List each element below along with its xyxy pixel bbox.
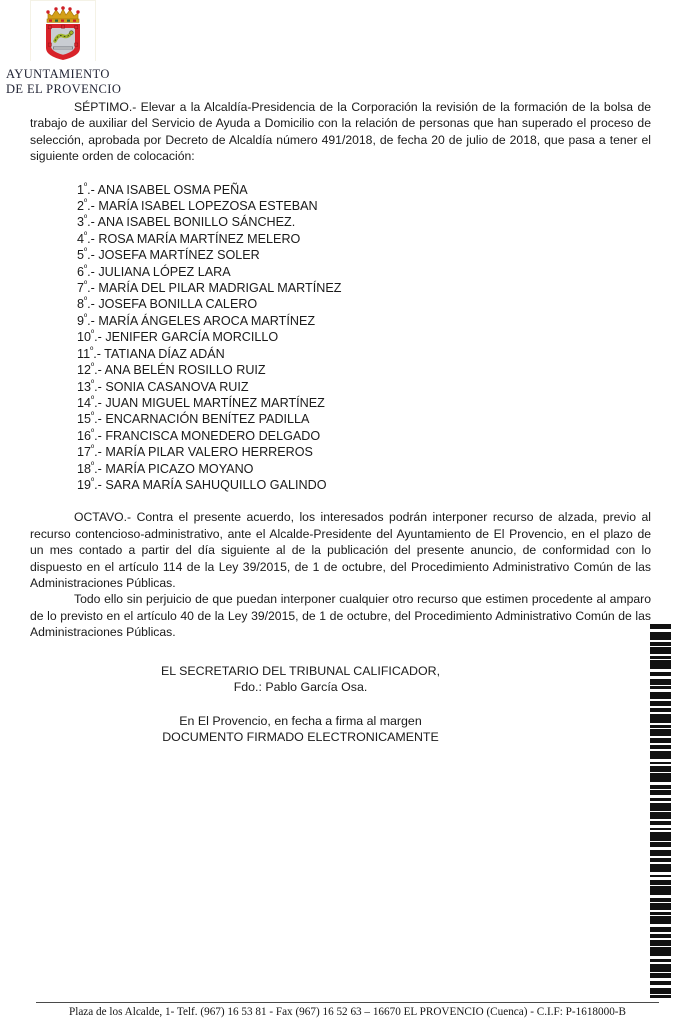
- barcode-bar: [650, 751, 671, 759]
- paragraph-todo-ello: Todo ello sin perjuicio de que puedan interponer cualquier otro recurso que estimen procedente al amparo de lo previsto en el artículo 40 de la Ley 39/2015, de 1 de octubre, del Procedimiento Administrativo Común de las Administraciones Públicas.: [30, 592, 651, 640]
- barcode-bar: [650, 692, 671, 700]
- barcode-bar: [650, 916, 671, 924]
- ranking-item-name: JUAN MIGUEL MARTÍNEZ MARTÍNEZ: [105, 395, 325, 410]
- ranking-item-ordinal: $8^º.-$: [77, 295, 99, 312]
- ranking-item-name: JULIANA LÓPEZ LARA: [98, 264, 231, 279]
- barcode-bar: [650, 964, 671, 972]
- ranking-item-name: MARÍA DEL PILAR MADRIGAL MARTÍNEZ: [98, 281, 342, 296]
- ranking-item: [30, 362, 651, 378]
- ranking-item-ordinal: $3^º.-$: [77, 213, 98, 230]
- signature-electronic-notice: DOCUMENTO FIRMADO ELECTRONICAMENTE: [162, 730, 439, 745]
- ranking-item-ordinal: $5^º.-$: [77, 246, 99, 263]
- signature-place-date: En El Provencio, en fecha a firma al margen: [179, 713, 422, 728]
- page-footer: [36, 1002, 659, 1018]
- signature-spacer: [30, 696, 571, 713]
- ranking-item-name: MARÍA ÁNGELES AROCA MARTÍNEZ: [98, 313, 316, 328]
- ranking-item: [30, 461, 651, 477]
- vertical-barcode-icon: [650, 624, 671, 1000]
- signature-signer: Fdo.: Pablo García Osa.: [233, 680, 368, 695]
- org-name-line-1: AYUNTAMIENTO: [6, 67, 110, 81]
- organization-name: [6, 67, 180, 97]
- ranking-item-name: ENCARNACIÓN BENÍTEZ PADILLA: [105, 412, 310, 427]
- coat-of-arms-shield-icon: [39, 3, 87, 61]
- org-name-line-2: DE EL PROVENCIO: [6, 82, 122, 96]
- ranking-item: [30, 444, 651, 460]
- ranking-item-name: ANA ISABEL OSMA PEÑA: [97, 182, 248, 197]
- document-body: [30, 99, 651, 746]
- ranking-item: [30, 214, 651, 230]
- ranking-item-ordinal: $6^º.-$: [77, 262, 99, 279]
- ranking-item-ordinal: $10^º.-$: [77, 328, 106, 345]
- ranking-item: [30, 198, 651, 214]
- crest-frame: [30, 0, 96, 61]
- ranking-item-ordinal: $17^º.-$: [77, 442, 106, 460]
- ranking-item-name: JOSEFA BONILLA CALERO: [98, 297, 258, 312]
- footer-contact-text: Plaza de los Alcalde, 1- Telf. (967) 16 53 81 - Fax (967) 16 52 63 – 16670 EL PROVENCIO (Cuenca) - C.I.F: P-1618000-B: [69, 1006, 626, 1018]
- ranking-item-ordinal: $7^º.-$: [77, 278, 99, 296]
- ranking-item-name: ROSA MARÍA MARTÍNEZ MELERO: [98, 231, 301, 246]
- ranking-item-name: FRANCISCA MONEDERO DELGADO: [105, 428, 321, 443]
- ranking-item: [30, 329, 651, 345]
- paragraph-octavo: OCTAVO.- Contra el presente acuerdo, los interesados podrán interponer recurso de alzada, previo al recurso contencioso-administrativo, ante el Alcalde-Presidente del Ayuntamiento de El Provencio, en el plazo de un mes contado a partir del día siguiente al de la publicación del presente anuncio, de conformidad con lo dispuesto en el artículo 114 de la Ley 39/2015, de 1 de octubre, del Procedimiento Administrativo Común de las Administraciones Públicas.: [30, 510, 651, 590]
- ranking-item: [30, 280, 651, 296]
- ranking-item-ordinal: $1^º.-$: [77, 180, 98, 197]
- ranking-item-ordinal: $11^º.-$: [77, 344, 105, 361]
- barcode-bar: [650, 803, 671, 811]
- ranking-item-name: JOSEFA MARTÍNEZ SOLER: [98, 248, 260, 263]
- ranking-item: [30, 477, 651, 493]
- ranking-item-ordinal: $13^º.-$: [77, 377, 106, 394]
- barcode-bar: [650, 773, 671, 782]
- barcode-bar: [650, 886, 671, 895]
- barcode-space: [650, 998, 671, 999]
- ranking-item: [30, 264, 651, 280]
- ranking-item: [30, 296, 651, 312]
- letterhead: [0, 0, 180, 97]
- ranking-item-ordinal: $2^º.-$: [77, 196, 99, 214]
- ranking-item: [30, 182, 651, 198]
- ranking-item-name: SARA MARÍA SAHUQUILLO GALINDO: [105, 477, 327, 492]
- ranking-item-ordinal: $14^º.-$: [77, 393, 106, 410]
- barcode-bar: [650, 632, 671, 640]
- ranking-list: [30, 182, 651, 494]
- ranking-item: [30, 395, 651, 411]
- ranking-item-ordinal: $12^º.-$: [77, 360, 105, 378]
- ranking-item-name: ANA ISABEL BONILLO SÁNCHEZ.: [97, 215, 296, 230]
- ranking-item: [30, 231, 651, 247]
- ranking-item-name: TATIANA DÍAZ ADÁN: [104, 346, 225, 361]
- barcode-bar: [650, 832, 671, 841]
- signature-role: EL SECRETARIO DEL TRIBUNAL CALIFICADOR,: [160, 663, 441, 678]
- ranking-item-ordinal: $9^º.-$: [77, 311, 99, 328]
- ranking-item: [30, 411, 651, 427]
- ranking-item: [30, 379, 651, 395]
- ranking-item-name: SONIA CASANOVA RUIZ: [105, 379, 249, 394]
- ranking-item: [30, 346, 651, 362]
- ranking-item-ordinal: $18^º.-$: [77, 459, 106, 476]
- ranking-item-ordinal: $16^º.-$: [77, 426, 106, 443]
- barcode-bar: [650, 714, 671, 723]
- signature-block: [30, 663, 651, 746]
- barcode-bar: [650, 864, 671, 872]
- barcode-bar: [650, 660, 671, 669]
- ranking-item: [30, 247, 651, 263]
- ranking-item: [30, 313, 651, 329]
- paragraph-septimo: SÉPTIMO.- Elevar a la Alcaldía-Presidencia de la Corporación la revisión de la formación de la bolsa de trabajo de auxiliar del Servicio de Ayuda a Domicilio con la relación de personas que han superado el proceso de selección, aprobada por Decreto de Alcaldía número 491/2018, de fecha 20 de julio de 2018, que pasa a tener el siguiente orden de colocación:: [30, 100, 651, 164]
- ranking-item-name: MARÍA ISABEL LOPEZOSA ESTEBAN: [98, 199, 318, 214]
- ranking-item-name: ANA BELÉN ROSILLO RUIZ: [104, 363, 266, 378]
- barcode-bar: [650, 947, 671, 956]
- ranking-item-ordinal: $19^º.-$: [77, 475, 106, 492]
- ranking-item-ordinal: $15^º.-$: [77, 410, 106, 427]
- ranking-item-ordinal: $4^º.-$: [77, 229, 99, 246]
- ranking-item: [30, 428, 651, 444]
- ranking-item-name: MARÍA PILAR VALERO HERREROS: [105, 445, 313, 460]
- footer-divider: [36, 1002, 659, 1003]
- ranking-item-name: JENIFER GARCÍA MORCILLO: [105, 330, 279, 345]
- ranking-item-name: MARÍA PICAZO MOYANO: [105, 461, 254, 476]
